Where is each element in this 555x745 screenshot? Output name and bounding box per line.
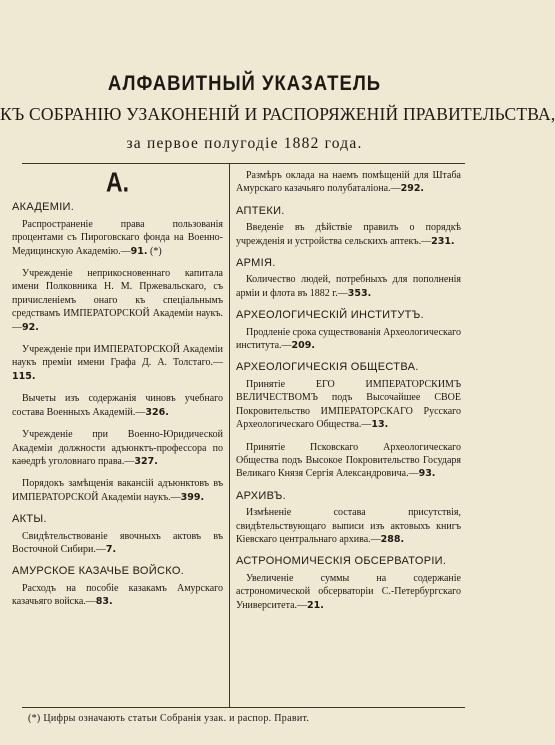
article-number: 292. (400, 183, 425, 195)
column-divider (229, 163, 230, 707)
article-number: 93. (418, 468, 436, 480)
index-heading: АРХЕОЛОГИЧЕСКІЯ ОБЩЕСТВА. (236, 361, 419, 374)
article-number: 21. (307, 599, 324, 611)
index-heading: АМУРСКОЕ КАЗАЧЬЕ ВОЙСКО. (12, 565, 185, 578)
index-heading: АКАДЕМІИ. (12, 201, 75, 214)
index-heading: АРХИВЪ. (236, 489, 287, 502)
entry-text: Количество людей, потребныхъ для пополненія арміи и флота въ 1882 г.— (236, 274, 461, 299)
index-entry (12, 392, 223, 419)
entry-text: Учрежденіе при ИМПЕРАТОРСКОЙ Академіи наукъ преміи имени Графа Д. А. Толстаго.— (12, 344, 223, 369)
index-heading: АПТЕКИ. (236, 204, 285, 217)
entry-text: Учрежденіе при Военно-Юридической Академіи должности адъюнктъ-профессора по каѳедрѣ уголовнаго права.— (12, 429, 223, 467)
article-number: 115. (12, 370, 36, 382)
article-number: 353. (347, 287, 372, 299)
index-entry (236, 572, 461, 612)
index-entry (236, 169, 461, 196)
index-heading: АКТЫ. (12, 513, 47, 526)
entry-text: Свидѣтельствованіе явочныхъ актовъ въ Восточной Сибири.— (12, 530, 223, 555)
index-heading: АРХЕОЛОГИЧЕСКІЙ ИНСТИТУТЪ. (236, 309, 425, 322)
article-number: 231. (431, 235, 455, 247)
index-entry (236, 441, 461, 481)
entry-text: Принятіе ЕГО ИМПЕРАТОРСКИМЪ ВЕЛИЧЕСТВОМЪ подъ Высочайшее СВОЕ Покровительство ИМПЕРАТОРСКАГО Русскаго Археологическаго Общества.— (236, 378, 461, 431)
index-heading: АРМІЯ. (236, 257, 276, 270)
index-entry (12, 530, 223, 557)
index-entry (236, 273, 461, 300)
entry-text: Измѣненіе состава присутствія, свидѣтельствующаго выписи изъ актовыхъ книгъ Кіевскаго центральнаго архива.— (236, 507, 461, 545)
index-entry (12, 218, 223, 258)
article-number: 326. (145, 406, 169, 418)
entry-text: Введеніе въ дѣйствіе правилъ о порядкѣ учрежденія и устройства сельскихъ аптекъ.— (236, 222, 461, 247)
index-title: АЛФАВИТНЫЙ УКАЗАТЕЛЬ (107, 70, 382, 95)
index-entry (12, 428, 223, 468)
entry-text: Вычеты изъ содержанія чиновъ учебнаго состава Военныхъ Академій.— (12, 393, 223, 418)
article-number: 327. (134, 455, 158, 467)
article-number: 83. (95, 596, 113, 608)
article-number: 92. (22, 321, 39, 333)
index-entry (236, 326, 461, 353)
entry-text: Порядокъ замѣщенія вакансій адъюнктовъ въ ИМПЕРАТОРСКОЙ Академіи наукъ.— (12, 478, 223, 503)
index-heading: АСТРОНОМИЧЕСКІЯ ОБСЕРВАТОРІИ. (236, 555, 447, 568)
index-entry (12, 477, 223, 504)
footnote-marker: (*) (147, 245, 162, 257)
article-number: 288. (380, 533, 405, 545)
article-number: 7. (105, 543, 117, 555)
article-number: 399. (180, 491, 205, 503)
right-column (236, 163, 461, 621)
article-number: 209. (291, 340, 315, 352)
index-period: за первое полугодіе 1882 года. (126, 135, 363, 152)
entry-text: Увеличеніе суммы на содержаніе астрономической обсерваторіи С.-Петербургскаго Университета.— (236, 572, 461, 611)
article-number: 91. (130, 245, 148, 257)
left-column (12, 163, 223, 618)
index-subtitle: КЪ СОБРАНІЮ УЗАКОНЕНІЙ И РАСПОРЯЖЕНІЙ ПРАВИТЕЛЬСТВА, (0, 104, 555, 124)
entry-text: Расходъ на пособіе казакамъ Амурскаго казачьяго войска.— (12, 582, 223, 608)
index-entry (12, 267, 223, 334)
entry-text: Распространеніе права пользованія процентами съ Пироговскаго фонда на Военно-Медицинскую Академію.— (12, 218, 223, 257)
index-entry (236, 221, 461, 248)
entry-text: Продленіе срока существованія Археологическаго института.— (236, 326, 461, 352)
footnote: (*) Цифры означають статьи Собранія узак. и распор. Правит. (28, 713, 310, 724)
bottom-rule (22, 707, 465, 708)
index-entry (236, 378, 461, 432)
index-entry (12, 582, 223, 609)
index-entry (236, 506, 461, 546)
section-letter: А. (106, 166, 129, 198)
entry-text: Размѣръ оклада на наемъ помѣщеній для Штаба Амурскаго казачьяго полубаталіона.— (236, 170, 461, 195)
entry-text: Принятіе Псковскаго Археологическаго Общества подъ Высокое Покровительство Государя Великаго Князя Сергія Александровича.— (236, 441, 461, 480)
article-number: 13. (371, 419, 389, 431)
entry-text: Учрежденіе неприкосновеннаго капитала имени Полковника Н. М. Пржевальскаго, съ причисленіемъ онаго къ спеціальнымъ средствамъ ИМПЕРАТОРСКОЙ Академіи наукъ.— (12, 268, 223, 333)
index-entry (12, 343, 223, 383)
